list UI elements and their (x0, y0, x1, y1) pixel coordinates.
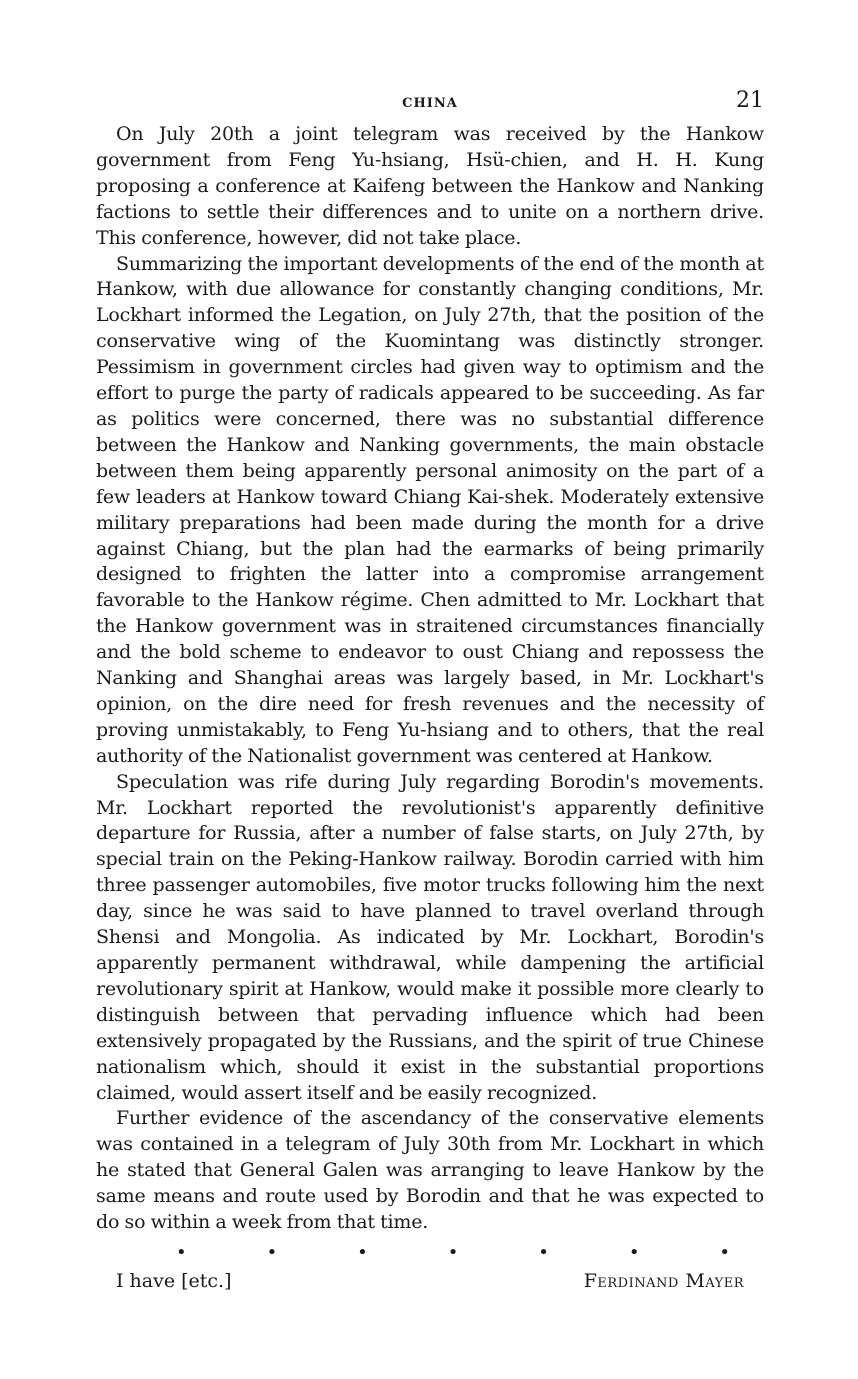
paragraph-joint-telegram: On July 20th a joint telegram was received by the Hankow government from Feng Yu-hsiang, Hsü-chien, and H. H. Kung proposing a conference at Kaifeng between the Hankow and Nanking factions to settle their differences and to unite on a northern drive. This conference, however, did not take place. (96, 123, 764, 249)
ellipsis-dot: • (357, 1241, 368, 1263)
signature: Ferdinand Mayer (583, 1269, 744, 1292)
running-head (96, 88, 764, 122)
running-title: CHINA (402, 96, 458, 111)
ellipsis-dot: • (628, 1241, 640, 1263)
ellipsis-dot: • (719, 1241, 730, 1263)
closing (96, 1266, 764, 1296)
page-number: 21 (736, 88, 764, 113)
paragraph-further-evidence: Further evidence of the ascendancy of the conservative elements was contained in a telegram of July 30th from Mr. Lockhart in which he stated that General Galen was arranging to leave Hankow by the same means and route used by Borodin and that he was expected to do so within a week from that time. (96, 1107, 764, 1234)
ellipsis-dot: • (176, 1241, 187, 1263)
ellipsis-dot: • (266, 1241, 278, 1263)
ellipsis-dot: • (447, 1241, 459, 1263)
ellipsis-dot: • (538, 1241, 549, 1263)
salutation: I have [etc.] (116, 1269, 232, 1292)
document-page (96, 88, 764, 1296)
paragraph-borodin-movements: Speculation was rife during July regarding Borodin's movements. Mr. Lockhart reported the revolutionist's apparently definitive departure for Russia, after a number of false starts, on July 27th, by special train on the Peking-Hankow railway. Borodin carried with him three passenger automobiles, five motor trucks following him the next day, since he was said to have planned to travel overland through Shensi and Mongolia. As indicated by Mr. Lockhart, Borodin's apparently permanent withdrawal, while dampening the artificial revolutionary spirit at Hankow, would make it possible more clearly to distinguish between that pervading influence which had been extensively propagated by the Russians, and the spirit of true Chinese nationalism which, should it exist in the substantial proportions claimed, would assert itself and be easily recognized. (96, 770, 764, 1104)
paragraph-summary-developments: Summarizing the important developments of the end of the month at Hankow, with due allowance for constantly changing conditions, Mr. Lockhart informed the Legation, on July 27th, that the position of the conservative wing of the Kuomintang was distinctly stronger. Pessimism in government circles had given way to optimism and the effort to purge the party of radicals appeared to be succeeding. As far as politics were concerned, there was no substantial difference between the Hankow and Nanking governments, the main obstacle between them being apparently personal animosity on the part of a few leaders at Hankow toward Chiang Kai-shek. Moderately extensive military preparations had been made during the month for a drive against Chiang, but the plan had the earmarks of being primarily designed to frighten the latter into a compromise arrangement favorable to the Hankow régime. Chen admitted to Mr. Lockhart that the Hankow government was in straitened circumstances financially and the bold scheme to endeavor to oust Chiang and repossess the Nanking and Shanghai areas was largely based, in Mr. Lockhart's opinion, on the dire need for fresh revenues and the necessity of proving unmistakably, to Feng Yu-hsiang and to others, that the real authority of the Nationalist government was centered at Hankow. (96, 252, 764, 767)
ellipsis-row (96, 1242, 764, 1264)
